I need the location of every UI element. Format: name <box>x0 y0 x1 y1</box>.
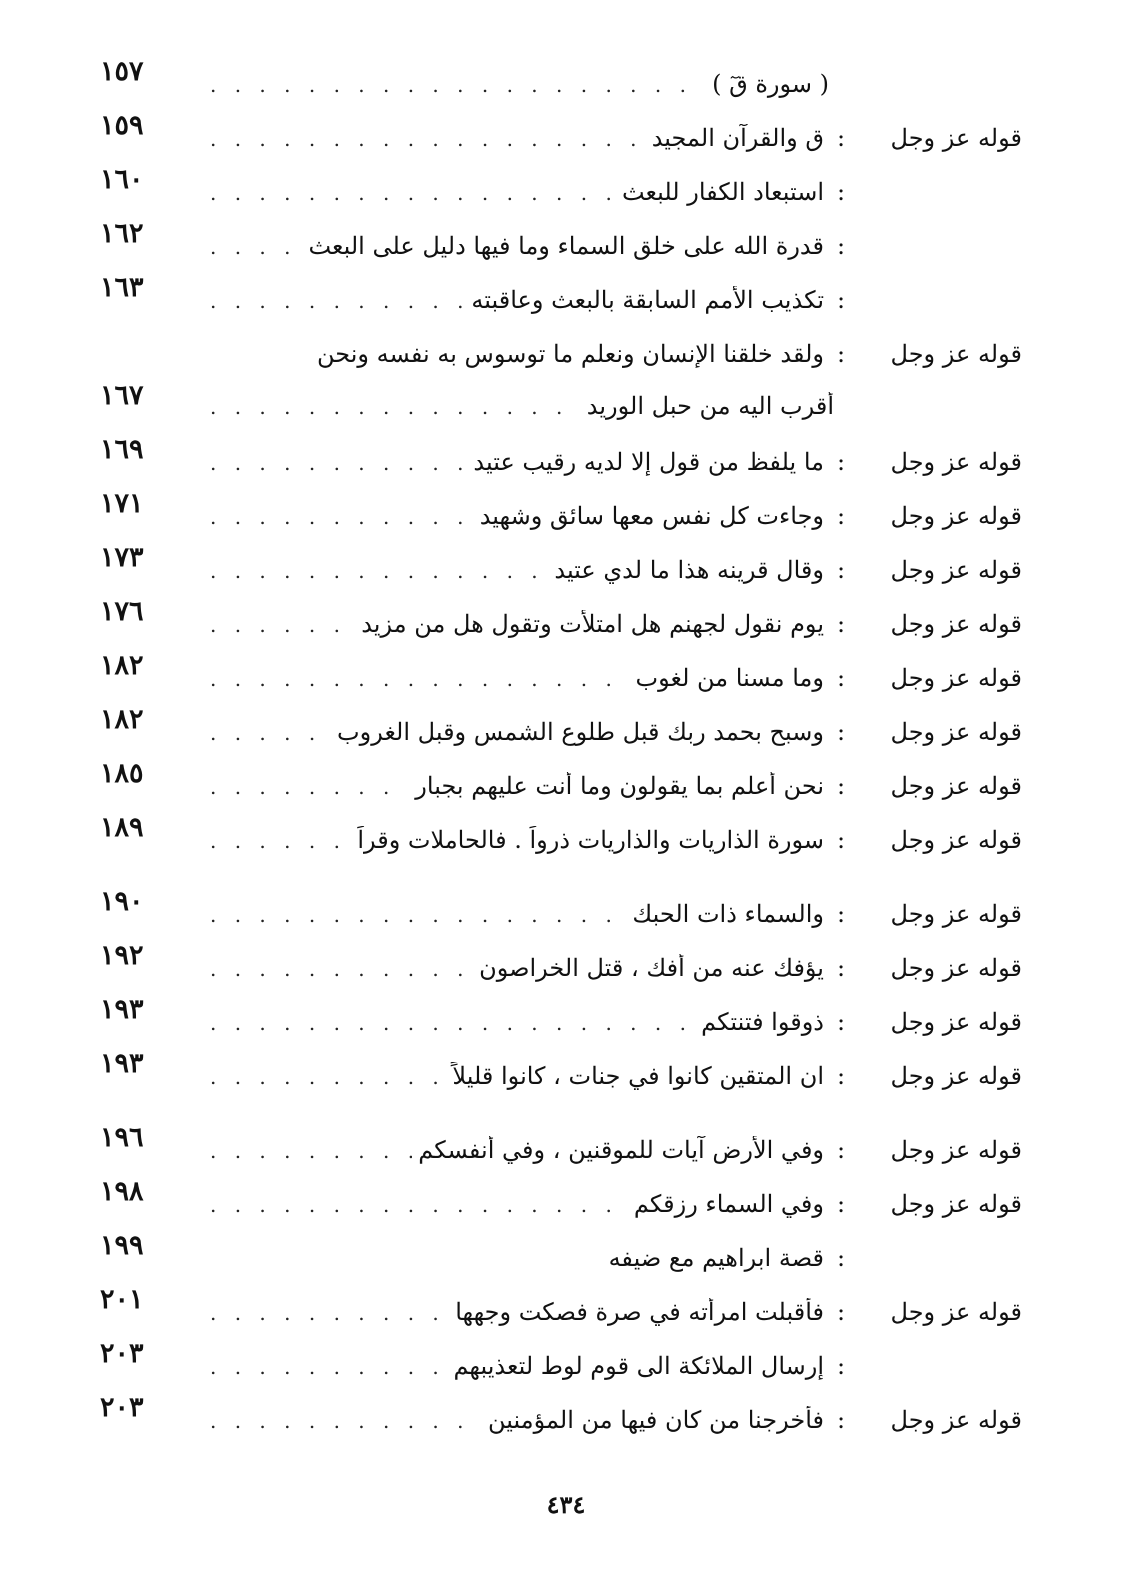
entry-title: فأخرجنا من كان فيها من المؤمنين <box>488 1406 824 1434</box>
toc-row <box>90 106 1030 160</box>
page-number: ١٩٠ <box>100 886 144 917</box>
entry-title: وفي الأرض آيات للموقنين ، وفي أنفسكم <box>418 1136 824 1164</box>
dot-leader <box>210 613 355 637</box>
dot-leader <box>210 775 409 799</box>
entry-prefix: قوله عز وجل <box>890 664 1022 692</box>
dot-leader <box>210 1355 447 1379</box>
entry-title: ما يلفظ من قول إلا لديه رقيب عتيد <box>473 448 824 476</box>
entry-colon: : <box>836 900 846 928</box>
dot-leader <box>210 395 581 419</box>
entry-colon: : <box>836 610 846 638</box>
dot-leader <box>210 957 473 981</box>
entry-colon: : <box>836 664 846 692</box>
toc-row <box>90 990 1030 1044</box>
toc-row <box>90 1334 1030 1388</box>
toc-row <box>90 754 1030 808</box>
entry-colon: : <box>836 1298 846 1326</box>
toc-row <box>90 160 1030 214</box>
toc-row <box>90 268 1030 322</box>
entry-title-line2: أقرب اليه من حبل الوريد <box>586 392 834 420</box>
entry-colon: : <box>836 286 846 314</box>
entry-prefix: قوله عز وجل <box>890 900 1022 928</box>
page-number: ١٥٩ <box>100 110 144 141</box>
entry-prefix: قوله عز وجل <box>890 1190 1022 1218</box>
entry-colon: : <box>836 826 846 854</box>
entry-colon: : <box>836 178 846 206</box>
page-number: ١٦٣ <box>100 272 144 303</box>
table-of-contents <box>90 52 1030 1442</box>
page-number: ٢٠١ <box>100 1284 144 1315</box>
entry-colon: : <box>836 502 846 530</box>
entry-colon: : <box>836 1008 846 1036</box>
page-number: ١٨٥ <box>100 758 144 789</box>
toc-row <box>90 1388 1030 1442</box>
toc-row <box>90 882 1030 936</box>
page-number: ١٦٧ <box>100 380 144 411</box>
entry-colon: : <box>836 1406 846 1434</box>
dot-leader <box>210 289 465 313</box>
page-number: ١٥٧ <box>100 56 144 87</box>
dot-leader <box>210 1139 412 1163</box>
entry-colon: : <box>836 1062 846 1090</box>
surah-heading: ( سورة قٓ ) <box>712 70 829 98</box>
entry-title: والسماء ذات الحبك <box>632 900 824 928</box>
page-number: ١٦٠ <box>100 164 144 195</box>
toc-row <box>90 484 1030 538</box>
entry-title: تكذيب الأمم السابقة بالبعث وعاقبته <box>471 286 824 314</box>
toc-row <box>90 808 1030 868</box>
page-number: ١٩٣ <box>100 994 144 1025</box>
entry-title: قصة ابراهيم مع ضيفه <box>608 1244 824 1272</box>
entry-colon: : <box>836 340 846 368</box>
toc-row-multiline <box>90 322 1030 376</box>
toc-row-continuation <box>90 376 1030 430</box>
entry-prefix: قوله عز وجل <box>890 1298 1022 1326</box>
entry-prefix: قوله عز وجل <box>890 448 1022 476</box>
entry-title: يوم نقول لجهنم هل امتلأت وتقول هل من مزيد <box>361 610 824 638</box>
entry-colon: : <box>836 1352 846 1380</box>
dot-leader <box>210 235 302 259</box>
toc-row <box>90 700 1030 754</box>
entry-title: وما مسنا من لغوب <box>635 664 824 692</box>
entry-title: ان المتقين كانوا في جنات ، كانوا قليلاً <box>452 1062 824 1090</box>
entry-prefix: قوله عز وجل <box>890 124 1022 152</box>
page-number: ١٩٢ <box>100 940 144 971</box>
toc-row <box>90 1280 1030 1334</box>
toc-row <box>90 214 1030 268</box>
entry-colon: : <box>836 772 846 800</box>
entry-colon: : <box>836 448 846 476</box>
toc-row <box>90 430 1030 484</box>
entry-prefix: قوله عز وجل <box>890 502 1022 530</box>
toc-row <box>90 538 1030 592</box>
entry-prefix: قوله عز وجل <box>890 340 1022 368</box>
entry-title: وسبح بحمد ربك قبل طلوع الشمس وقبل الغروب <box>337 718 824 746</box>
entry-title: فأقبلت امرأته في صرة فصكت وجهها <box>455 1298 824 1326</box>
toc-row <box>90 1172 1030 1226</box>
dot-leader <box>210 127 646 151</box>
entry-title: وجاءت كل نفس معها سائق وشهيد <box>479 502 824 530</box>
entry-prefix: قوله عز وجل <box>890 556 1022 584</box>
toc-heading-row <box>90 52 1030 106</box>
toc-row <box>90 646 1030 700</box>
dot-leader <box>210 1065 446 1089</box>
entry-prefix: قوله عز وجل <box>890 826 1022 854</box>
dot-leader <box>210 1193 628 1217</box>
dot-leader <box>210 721 331 745</box>
entry-prefix: قوله عز وجل <box>890 954 1022 982</box>
entry-title: نحن أعلم بما يقولون وما أنت عليهم بجبار <box>415 772 824 800</box>
dot-leader <box>210 903 626 927</box>
entry-colon: : <box>836 232 846 260</box>
toc-row <box>90 1044 1030 1104</box>
entry-title: وقال قرينه هذا ما لدي عتيد <box>554 556 824 584</box>
entry-title: إرسال الملائكة الى قوم لوط لتعذيبهم <box>453 1352 824 1380</box>
entry-title: سورة الذاريات والذاريات ذرواً . فالحاملات وقراً <box>357 826 824 854</box>
page-number: ٢٠٣ <box>100 1392 144 1423</box>
entry-colon: : <box>836 556 846 584</box>
entry-prefix: قوله عز وجل <box>890 1062 1022 1090</box>
entry-prefix: قوله عز وجل <box>890 772 1022 800</box>
page-number: ١٦٢ <box>100 218 144 249</box>
dot-leader <box>210 829 351 853</box>
entry-title: وفي السماء رزقكم <box>633 1190 824 1218</box>
entry-prefix: قوله عز وجل <box>890 1136 1022 1164</box>
dot-leader <box>210 73 706 97</box>
entry-colon: : <box>836 1244 846 1272</box>
page-number: ١٦٩ <box>100 434 144 465</box>
entry-title: ذوقوا فتنتكم <box>701 1008 824 1036</box>
entry-prefix: قوله عز وجل <box>890 1406 1022 1434</box>
page-number: ١٧٣ <box>100 542 144 573</box>
entry-title: ق والقرآن المجيد <box>651 124 824 152</box>
page-number: ١٨٢ <box>100 704 144 735</box>
dot-leader <box>210 1011 695 1035</box>
entry-colon: : <box>836 1190 846 1218</box>
page-number: ١٩٦ <box>100 1122 144 1153</box>
entry-prefix: قوله عز وجل <box>890 610 1022 638</box>
page-number: ١٧١ <box>100 488 144 519</box>
page-number: ١٩٩ <box>100 1230 144 1261</box>
dot-leader <box>210 1301 449 1325</box>
toc-row <box>90 936 1030 990</box>
entry-colon: : <box>836 124 846 152</box>
entry-title: قدرة الله على خلق السماء وما فيها دليل على البعث <box>308 232 824 260</box>
page-number: ١٩٣ <box>100 1048 144 1079</box>
entry-prefix: قوله عز وجل <box>890 718 1022 746</box>
toc-row <box>90 1226 1030 1280</box>
page-number: ١٨٢ <box>100 650 144 681</box>
page-footer-number: ٤٣٤ <box>546 1490 586 1519</box>
dot-leader <box>210 181 616 205</box>
dot-leader <box>210 559 548 583</box>
page-number: ١٧٦ <box>100 596 144 627</box>
dot-leader <box>210 451 467 475</box>
dot-leader <box>210 1409 482 1433</box>
entry-title: استبعاد الكفار للبعث <box>621 178 824 206</box>
entry-title: يؤفك عنه من أفك ، قتل الخراصون <box>479 954 824 982</box>
toc-row <box>90 1118 1030 1172</box>
entry-colon: : <box>836 718 846 746</box>
entry-colon: : <box>836 1136 846 1164</box>
page-number: ١٩٨ <box>100 1176 144 1207</box>
entry-prefix: قوله عز وجل <box>890 1008 1022 1036</box>
toc-row <box>90 592 1030 646</box>
entry-title-line1: ولقد خلقنا الإنسان ونعلم ما توسوس به نفسه ونحن <box>316 340 824 368</box>
dot-leader <box>210 505 474 529</box>
dot-leader <box>210 667 630 691</box>
page-number: ٢٠٣ <box>100 1338 144 1369</box>
entry-colon: : <box>836 954 846 982</box>
page-number: ١٨٩ <box>100 812 144 843</box>
